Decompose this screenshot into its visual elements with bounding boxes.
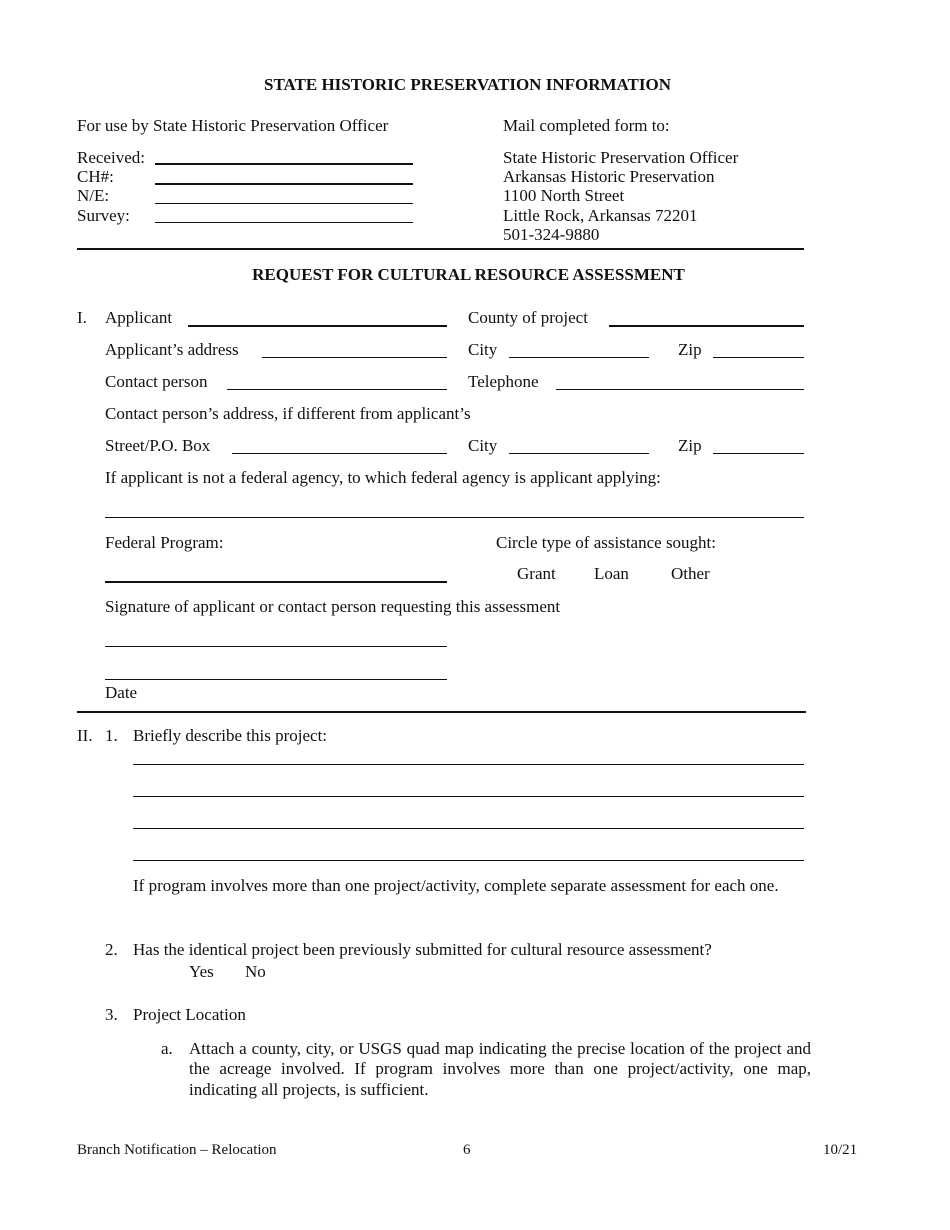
answer-yes[interactable]: Yes xyxy=(189,962,214,981)
description-line[interactable] xyxy=(133,764,804,765)
signature-field[interactable] xyxy=(105,646,447,647)
page-title: STATE HISTORIC PRESERVATION INFORMATION xyxy=(263,75,671,94)
mail-label: Mail completed form to: xyxy=(503,116,670,135)
telephone-field[interactable] xyxy=(556,389,804,390)
ch-label: CH#: xyxy=(77,167,114,186)
survey-label: Survey: xyxy=(77,206,130,225)
federal-program-field[interactable] xyxy=(105,581,447,583)
question-3-number: 3. xyxy=(105,1005,118,1024)
federal-agency-field[interactable] xyxy=(105,517,804,518)
federal-agency-question: If applicant is not a federal agency, to which federal agency is applicant applying: xyxy=(105,468,661,487)
multi-project-note: If program involves more than one project/activity, complete separate assessment for each one. xyxy=(133,876,779,895)
footer-label: Branch Notification – Relocation xyxy=(77,1142,277,1158)
section-2-numeral: II. xyxy=(77,726,93,745)
question-2-label: Has the identical project been previously submitted for cultural resource assessment? xyxy=(133,940,712,959)
footer-date: 10/21 xyxy=(823,1142,858,1158)
assistance-option-loan[interactable]: Loan xyxy=(594,564,629,583)
mail-address-line: State Historic Preservation Officer xyxy=(503,148,739,167)
description-line[interactable] xyxy=(133,828,804,829)
applicant-address-field[interactable] xyxy=(262,357,447,358)
telephone-label: Telephone xyxy=(468,372,539,391)
federal-program-label: Federal Program: xyxy=(105,533,224,552)
contact-address-note: Contact person’s address, if different from applicant’s xyxy=(105,404,471,423)
description-line[interactable] xyxy=(133,796,804,797)
item-3a-text: Attach a county, city, or USGS quad map indicating the precise location of the project and the acreage involved. If program involves more than one project/activity, one map, indicating all projects, is sufficient. xyxy=(189,1039,811,1099)
received-field[interactable] xyxy=(155,163,413,165)
question-1-number: 1. xyxy=(105,726,118,745)
zip-field[interactable] xyxy=(713,357,804,358)
section-1-numeral: I. xyxy=(77,308,87,327)
question-2-number: 2. xyxy=(105,940,118,959)
city-field[interactable] xyxy=(509,357,649,358)
page-number: 6 xyxy=(463,1142,471,1158)
city-label: City xyxy=(468,340,498,359)
description-line[interactable] xyxy=(133,860,804,861)
received-label: Received: xyxy=(77,148,145,167)
section-divider xyxy=(77,711,806,713)
ne-field[interactable] xyxy=(155,203,413,204)
survey-field[interactable] xyxy=(155,222,413,223)
question-1-label: Briefly describe this project: xyxy=(133,726,328,745)
office-use-label: For use by State Historic Preservation Officer xyxy=(77,116,389,135)
county-field[interactable] xyxy=(609,325,804,327)
question-3-label: Project Location xyxy=(133,1005,246,1024)
answer-no[interactable]: No xyxy=(245,962,266,981)
request-title: REQUEST FOR CULTURAL RESOURCE ASSESSMENT xyxy=(252,265,685,284)
assistance-option-other[interactable]: Other xyxy=(671,564,710,583)
county-label: County of project xyxy=(468,308,588,327)
zip-label: Zip xyxy=(678,340,702,359)
ne-label: N/E: xyxy=(77,186,110,205)
date-field[interactable] xyxy=(105,679,447,680)
contact-person-field[interactable] xyxy=(227,389,447,390)
applicant-address-label: Applicant’s address xyxy=(105,340,239,359)
applicant-label: Applicant xyxy=(105,308,173,327)
applicant-field[interactable] xyxy=(188,325,447,327)
city-label: City xyxy=(468,436,498,455)
street-field[interactable] xyxy=(232,453,447,454)
signature-label: Signature of applicant or contact person requesting this assessment xyxy=(105,597,561,616)
assistance-option-grant[interactable]: Grant xyxy=(517,564,556,583)
mail-address-line: 1100 North Street xyxy=(503,186,625,205)
mail-address-line: Arkansas Historic Preservation xyxy=(503,167,715,186)
header-divider xyxy=(77,248,804,250)
assistance-label: Circle type of assistance sought: xyxy=(496,533,717,552)
street-label: Street/P.O. Box xyxy=(105,436,211,455)
city-field[interactable] xyxy=(509,453,649,454)
mail-address-line: 501-324-9880 xyxy=(503,225,600,244)
date-label: Date xyxy=(105,683,138,702)
ch-field[interactable] xyxy=(155,183,413,185)
contact-person-label: Contact person xyxy=(105,372,208,391)
zip-label: Zip xyxy=(678,436,702,455)
zip-field[interactable] xyxy=(713,453,804,454)
mail-address-line: Little Rock, Arkansas 72201 xyxy=(503,206,698,225)
item-3a-letter: a. xyxy=(161,1039,173,1058)
